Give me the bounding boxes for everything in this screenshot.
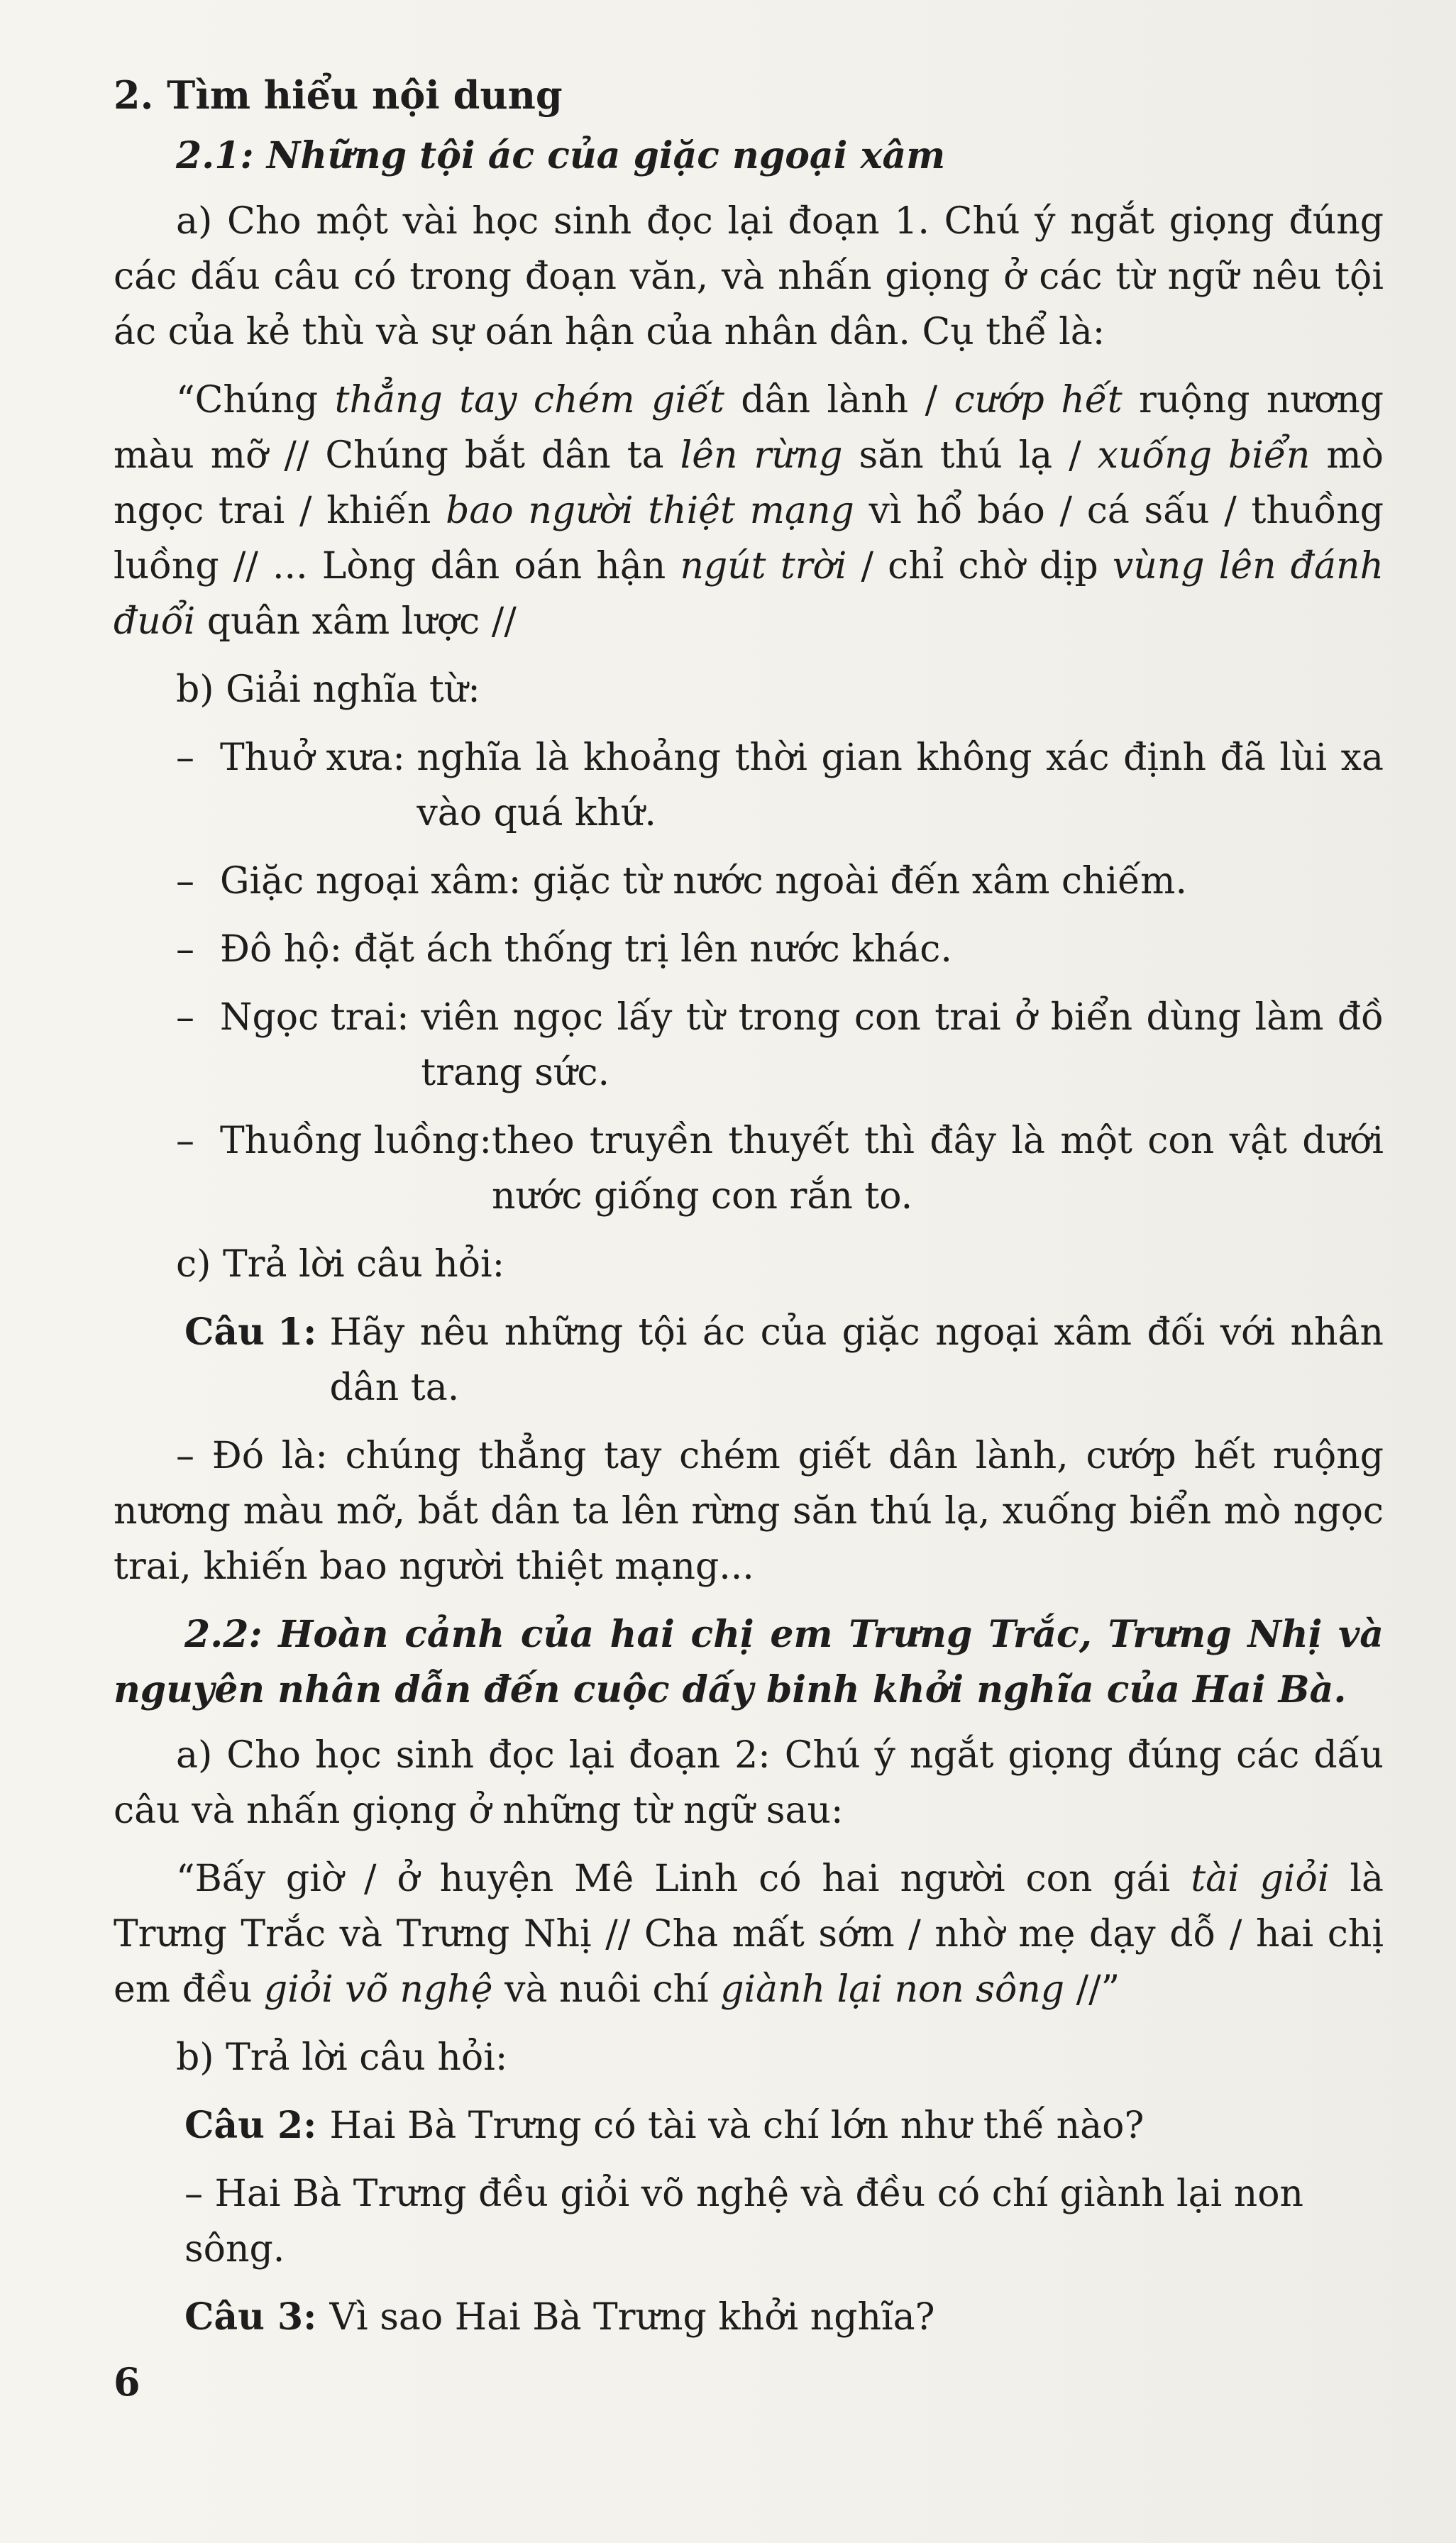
vocab-definition: đặt ách thống trị lên nước khác.: [353, 928, 952, 971]
quoted-passage-2: “Bấy giờ / ở huyện Mê Linh có hai người con gái tài giỏi là Trưng Trắc và Trưng Nhị // Cha mất sớm / nhờ mẹ dạy dỗ / hai chị em đều giỏi võ nghệ và nuôi chí giành lại non sông //”: [114, 1858, 1384, 2011]
vocab-definition: nghĩa là khoảng thời gian không xác định đã lùi xa vào quá khứ.: [417, 737, 1384, 834]
instruction-paragraph-2: a) Cho học sinh đọc lại đoạn 2: Chú ý ngắt giọng đúng các dấu câu và nhấn giọng ở những từ ngữ sau:: [114, 1734, 1384, 1832]
page-number: 6: [114, 2359, 140, 2405]
question-label: Câu 1:: [184, 1311, 330, 1354]
question-1: [114, 1305, 1384, 1416]
subsection-heading-2-2: 2.2: Hoàn cảnh của hai chị em Trưng Trắc, Trưng Nhị và nguyên nhân dẫn đến cuộc dấy binh khởi nghĩa của Hai Bà.: [114, 1613, 1384, 1711]
vocab-term: Thuở xưa:: [220, 737, 417, 779]
vocab-definition: theo truyền thuyết thì đây là một con vật dưới nước giống con rắn to.: [492, 1120, 1384, 1218]
question-2: [114, 2098, 1384, 2153]
question-label: Câu 2:: [184, 2104, 330, 2147]
answer-questions-label: c) Trả lời câu hỏi:: [176, 1243, 505, 1286]
vocab-item: – Thuồng luồng: theo truyền thuyết thì đây là một con vật dưới nước giống con rắn to.: [114, 1113, 1384, 1224]
section-heading: 2. Tìm hiểu nội dung: [114, 72, 563, 118]
question-text: Hai Bà Trưng có tài và chí lớn như thế nào?: [329, 2105, 1145, 2147]
answer-1: – Đó là: chúng thẳng tay chém giết dân lành, cướp hết ruộng nương màu mỡ, bắt dân ta lên rừng săn thú lạ, xuống biển mò ngọc trai, khiến bao người thiệt mạng...: [114, 1435, 1384, 1588]
vocab-term: Thuồng luồng:: [220, 1120, 492, 1162]
subsection-heading-2-1: 2.1: Những tội ác của giặc ngoại xâm: [176, 134, 946, 177]
vocab-item: – Giặc ngoại xâm: giặc từ nước ngoài đến xâm chiếm.: [114, 854, 1384, 909]
vocab-term: Ngọc trai:: [220, 996, 421, 1039]
vocab-definition: viên ngọc lấy từ trong con trai ở biển dùng làm đồ trang sức.: [421, 996, 1384, 1094]
question-text: Hãy nêu những tội ác của giặc ngoại xâm đối với nhân dân ta.: [329, 1311, 1384, 1409]
vocab-term: Đô hộ:: [220, 928, 354, 971]
question-label: Câu 3:: [184, 2295, 330, 2339]
page-content: [114, 67, 1384, 2358]
vocab-item: – Thuở xưa: nghĩa là khoảng thời gian không xác định đã lùi xa vào quá khứ.: [114, 730, 1384, 841]
question-3: [114, 2290, 1384, 2345]
question-text: Vì sao Hai Bà Trưng khởi nghĩa?: [329, 2296, 935, 2339]
vocabulary-label: b) Giải nghĩa từ:: [176, 668, 480, 711]
vocab-item: – Ngọc trai: viên ngọc lấy từ trong con trai ở biển dùng làm đồ trang sức.: [114, 990, 1384, 1101]
vocab-item: – Đô hộ: đặt ách thống trị lên nước khác.: [114, 922, 1384, 977]
answer-2: – Hai Bà Trưng đều giỏi võ nghệ và đều có chí giành lại non sông.: [184, 2173, 1304, 2271]
answer-questions-label-2: b) Trả lời câu hỏi:: [176, 2036, 508, 2079]
vocab-definition: giặc từ nước ngoài đến xâm chiếm.: [532, 860, 1187, 903]
instruction-paragraph: a) Cho một vài học sinh đọc lại đoạn 1. Chú ý ngắt giọng đúng các dấu câu có trong đoạn văn, và nhấn giọng ở các từ ngữ nêu tội ác của kẻ thù và sự oán hận của nhân dân. Cụ thể là:: [114, 200, 1384, 353]
vocab-term: Giặc ngoại xâm:: [220, 860, 533, 903]
quoted-passage-1: “Chúng thẳng tay chém giết dân lành / cướp hết ruộng nương màu mỡ // Chúng bắt dân ta lên rừng săn thú lạ / xuống biển mò ngọc trai / khiến bao người thiệt mạng vì hổ báo / cá sấu / thuồng luồng // ... Lòng dân oán hận ngút trời / chỉ chờ dịp vùng lên đánh đuổi quân xâm lược //: [114, 379, 1384, 643]
